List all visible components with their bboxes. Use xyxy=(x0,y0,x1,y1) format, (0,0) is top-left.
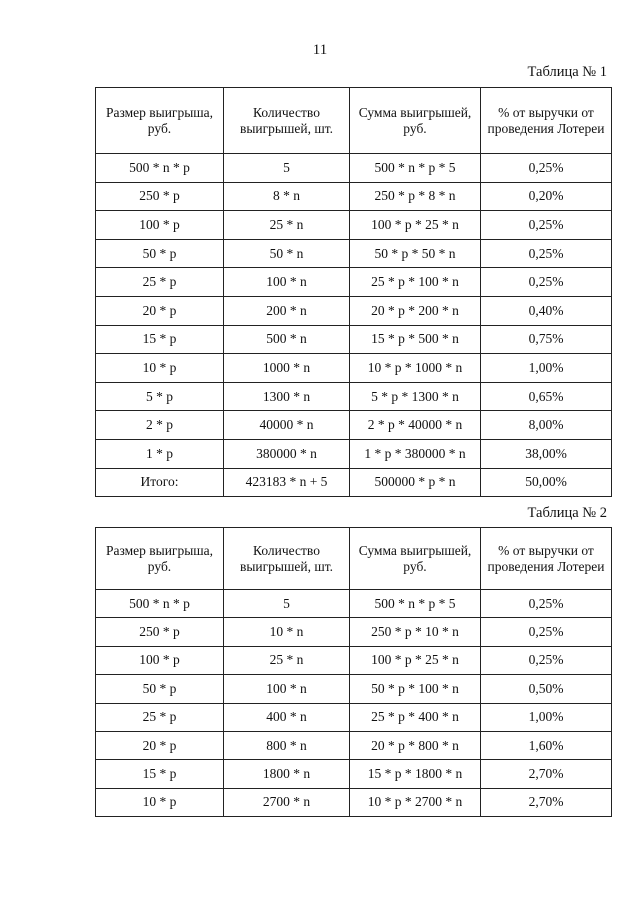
table-1-caption: Таблица № 1 xyxy=(527,64,607,80)
cell-revenue-percent: 0,25% xyxy=(481,590,612,618)
header-prize-sum: Сумма выигрышей, руб. xyxy=(350,528,481,590)
cell-revenue-percent: 38,00% xyxy=(481,439,612,468)
table-row xyxy=(96,154,612,183)
cell-revenue-percent: 0,25% xyxy=(481,618,612,646)
cell-prize-size: 500 * n * p xyxy=(96,590,224,618)
page-number: 11 xyxy=(312,42,328,58)
cell-prize-sum: 20 * p * 800 * n xyxy=(350,731,481,759)
cell-prize-sum: 50 * p * 50 * n xyxy=(350,239,481,268)
cell-prize-size: 1 * p xyxy=(96,439,224,468)
cell-revenue-percent: 0,75% xyxy=(481,325,612,354)
table-row xyxy=(96,211,612,240)
cell-prize-sum: 250 * p * 8 * n xyxy=(350,182,481,211)
table-row xyxy=(96,646,612,674)
cell-revenue-percent: 1,00% xyxy=(481,354,612,383)
cell-revenue-percent: 2,70% xyxy=(481,788,612,816)
table-row xyxy=(96,182,612,211)
cell-prize-size: 100 * p xyxy=(96,646,224,674)
cell-prize-count: 5 xyxy=(224,154,350,183)
cell-prize-size: 10 * p xyxy=(96,788,224,816)
table-row xyxy=(96,760,612,788)
cell-revenue-percent: 0,40% xyxy=(481,296,612,325)
table-header-row xyxy=(96,88,612,154)
prize-table-2 xyxy=(95,527,612,817)
cell-prize-sum: 15 * p * 1800 * n xyxy=(350,760,481,788)
cell-prize-count: 25 * n xyxy=(224,211,350,240)
table-row xyxy=(96,439,612,468)
cell-prize-size: 50 * p xyxy=(96,675,224,703)
cell-revenue-percent: 0,25% xyxy=(481,154,612,183)
table-row xyxy=(96,675,612,703)
table-row xyxy=(96,731,612,759)
cell-prize-sum: 2 * p * 40000 * n xyxy=(350,411,481,440)
cell-revenue-percent: 0,25% xyxy=(481,211,612,240)
cell-prize-count: 5 xyxy=(224,590,350,618)
cell-revenue-percent: 0,50% xyxy=(481,675,612,703)
cell-prize-count: 400 * n xyxy=(224,703,350,731)
cell-prize-count: 100 * n xyxy=(224,675,350,703)
cell-prize-sum: 100 * p * 25 * n xyxy=(350,646,481,674)
header-prize-size: Размер выигрыша, руб. xyxy=(96,88,224,154)
cell-prize-count: 423183 * n + 5 xyxy=(224,468,350,497)
cell-prize-sum: 1 * p * 380000 * n xyxy=(350,439,481,468)
table-2-caption: Таблица № 2 xyxy=(527,505,607,521)
cell-prize-size: 15 * p xyxy=(96,325,224,354)
cell-prize-sum: 25 * p * 400 * n xyxy=(350,703,481,731)
cell-prize-count: 2700 * n xyxy=(224,788,350,816)
table-row xyxy=(96,382,612,411)
cell-prize-count: 100 * n xyxy=(224,268,350,297)
cell-prize-size: 250 * p xyxy=(96,618,224,646)
cell-prize-sum: 500000 * p * n xyxy=(350,468,481,497)
cell-prize-count: 10 * n xyxy=(224,618,350,646)
table-row xyxy=(96,618,612,646)
cell-prize-size: 250 * p xyxy=(96,182,224,211)
cell-prize-sum: 20 * p * 200 * n xyxy=(350,296,481,325)
header-revenue-percent: % от выручки от проведения Лотереи xyxy=(481,88,612,154)
cell-prize-sum: 10 * p * 2700 * n xyxy=(350,788,481,816)
cell-prize-size: 20 * p xyxy=(96,296,224,325)
cell-revenue-percent: 0,25% xyxy=(481,239,612,268)
cell-prize-size: 25 * p xyxy=(96,268,224,297)
cell-revenue-percent: 0,20% xyxy=(481,182,612,211)
header-prize-size: Размер выигрыша, руб. xyxy=(96,528,224,590)
cell-prize-count: 8 * n xyxy=(224,182,350,211)
table-row xyxy=(96,411,612,440)
header-prize-sum: Сумма выигрышей, руб. xyxy=(350,88,481,154)
cell-prize-count: 380000 * n xyxy=(224,439,350,468)
table-2-body xyxy=(96,590,612,817)
table-row xyxy=(96,268,612,297)
cell-prize-count: 1000 * n xyxy=(224,354,350,383)
cell-prize-size: Итого: xyxy=(96,468,224,497)
table-row xyxy=(96,296,612,325)
cell-prize-sum: 5 * p * 1300 * n xyxy=(350,382,481,411)
cell-prize-sum: 250 * p * 10 * n xyxy=(350,618,481,646)
cell-prize-count: 40000 * n xyxy=(224,411,350,440)
table-row xyxy=(96,703,612,731)
table-1-body xyxy=(96,154,612,497)
cell-revenue-percent: 0,65% xyxy=(481,382,612,411)
cell-revenue-percent: 2,70% xyxy=(481,760,612,788)
cell-revenue-percent: 1,00% xyxy=(481,703,612,731)
cell-prize-size: 5 * p xyxy=(96,382,224,411)
cell-prize-size: 2 * p xyxy=(96,411,224,440)
cell-prize-count: 800 * n xyxy=(224,731,350,759)
cell-revenue-percent: 0,25% xyxy=(481,268,612,297)
cell-prize-count: 1300 * n xyxy=(224,382,350,411)
cell-revenue-percent: 8,00% xyxy=(481,411,612,440)
table-row xyxy=(96,239,612,268)
cell-prize-count: 1800 * n xyxy=(224,760,350,788)
cell-prize-sum: 50 * p * 100 * n xyxy=(350,675,481,703)
cell-revenue-percent: 1,60% xyxy=(481,731,612,759)
header-prize-count: Количество выигрышей, шт. xyxy=(224,528,350,590)
cell-prize-count: 200 * n xyxy=(224,296,350,325)
table-row xyxy=(96,354,612,383)
cell-prize-count: 500 * n xyxy=(224,325,350,354)
cell-prize-sum: 15 * p * 500 * n xyxy=(350,325,481,354)
table-row xyxy=(96,468,612,497)
cell-prize-sum: 25 * p * 100 * n xyxy=(350,268,481,297)
cell-prize-count: 25 * n xyxy=(224,646,350,674)
cell-prize-sum: 500 * n * p * 5 xyxy=(350,590,481,618)
header-revenue-percent: % от выручки от проведения Лотереи xyxy=(481,528,612,590)
table-row xyxy=(96,788,612,816)
table-row xyxy=(96,590,612,618)
cell-prize-size: 500 * n * p xyxy=(96,154,224,183)
table-header-row xyxy=(96,528,612,590)
prize-table-1 xyxy=(95,87,612,497)
cell-prize-size: 25 * p xyxy=(96,703,224,731)
cell-prize-size: 20 * p xyxy=(96,731,224,759)
cell-prize-size: 100 * p xyxy=(96,211,224,240)
cell-revenue-percent: 0,25% xyxy=(481,646,612,674)
cell-prize-sum: 10 * p * 1000 * n xyxy=(350,354,481,383)
table-row xyxy=(96,325,612,354)
header-prize-count: Количество выигрышей, шт. xyxy=(224,88,350,154)
cell-prize-count: 50 * n xyxy=(224,239,350,268)
cell-prize-size: 50 * p xyxy=(96,239,224,268)
cell-prize-sum: 500 * n * p * 5 xyxy=(350,154,481,183)
cell-revenue-percent: 50,00% xyxy=(481,468,612,497)
cell-prize-size: 10 * p xyxy=(96,354,224,383)
cell-prize-size: 15 * p xyxy=(96,760,224,788)
cell-prize-sum: 100 * p * 25 * n xyxy=(350,211,481,240)
